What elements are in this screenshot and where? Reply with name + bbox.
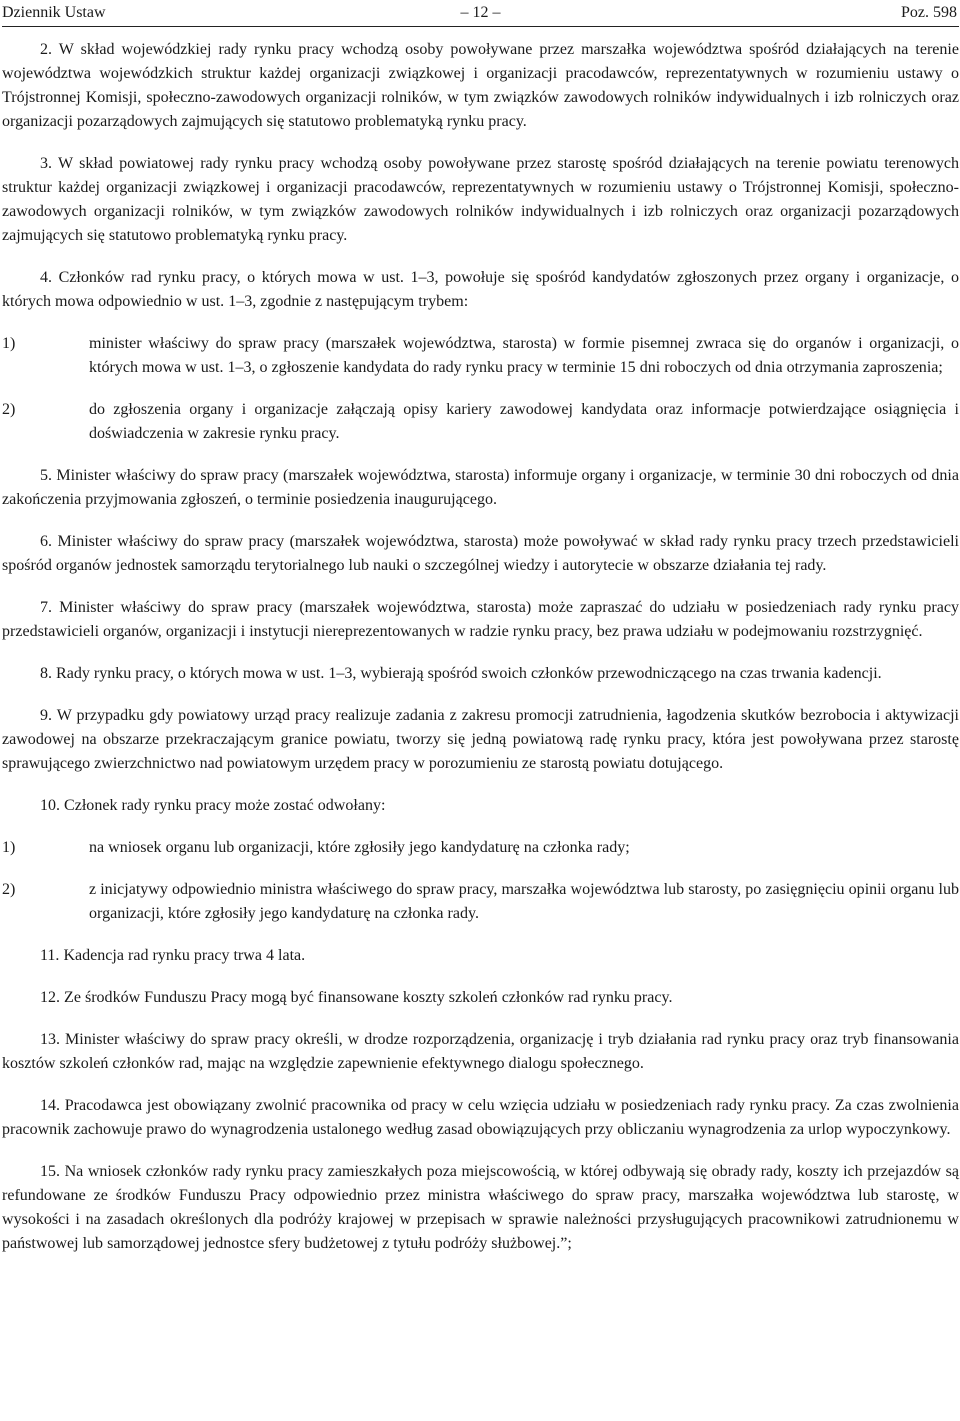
list-text: minister właściwy do spraw pracy (marszałek województwa, starosta) w formie pisemnej zwraca się do organów i organizacji, o których mowa w ust. 1–3, o zgłoszenie kandydata do rady rynku pracy w terminie 15 dni roboczych od dnia otrzymania zaproszenia; [89,335,959,376]
journal-title: Dziennik Ustaw [2,4,106,21]
paragraph-12: 12. Ze środków Funduszu Pracy mogą być finansowane koszty szkoleń członków rad rynku pracy. [40,989,673,1006]
list-number: 2) [2,881,16,898]
paragraph-9: 9. W przypadku gdy powiatowy urząd pracy realizuje zadania z zakresu promocji zatrudnienia, łagodzenia skutków bezrobocia i aktywizacji zawodowej na obszarze przekraczającym granice powiatu, tworzy się jedną powiatową radę rynku pracy, która jest powoływana przez starostę sprawującego zwierzchnictwo nad powiatowym urzędem pracy w porozumieniu ze starostą powiatu dotującego. [2,707,959,772]
list-item [2,332,959,380]
paragraph-15: 15. Na wniosek członków rady rynku pracy zamieszkałych poza miejscowością, w której odbywają się obrady rady, koszty ich przejazdów są refundowane ze środków Funduszu Pracy odpowiednio przez ministra właściwego do spraw pracy, marszałka województwa lub starostę, w wysokości i na zasadach określonych dla podróży krajowej w przepisach w sprawie należności przysługujących pracownikowi zatrudnionemu w państwowej lub samorządowej jednostce sfery budżetowej z tytułu podróży służbowej.”; [2,1163,959,1252]
page-header [2,0,959,27]
list-item [2,398,959,446]
position-number: Poz. 598 [901,4,957,21]
paragraph-5: 5. Minister właściwy do spraw pracy (marszałek województwa, starosta) informuje organy i organizacje, w terminie 30 dni roboczych od dnia zakończenia przyjmowania zgłoszeń, o terminie posiedzenia inaugurującego. [2,467,959,508]
page-number: – 12 – [460,4,501,21]
paragraph-11: 11. Kadencja rad rynku pracy trwa 4 lata. [40,947,306,964]
paragraph-3: 3. W skład powiatowej rady rynku pracy wchodzą osoby powoływane przez starostę spośród działających na terenie powiatu terenowych struktur każdej organizacji związkowej i organizacji pracodawców, reprezentatywnych w rozumieniu ustawy o Trójstronnej Komisji, społeczno-zawodowych organizacji rolników, w tym związków zawodowych rolników indywidualnych i izb rolniczych oraz organizacji pozarządowych zajmujących się statutowo problematyką rynku pracy. [2,155,959,244]
list-text: na wniosek organu lub organizacji, które zgłosiły jego kandydaturę na członka rady; [89,839,630,856]
list-item [2,878,959,926]
list-number: 2) [2,401,16,418]
paragraph-2: 2. W skład wojewódzkiej rady rynku pracy wchodzą osoby powoływane przez marszałka województwa spośród działających na terenie województwa wojewódzkich struktur każdej organizacji związkowej i organizacji pracodawców, reprezentatywnych w rozumieniu ustawy o Trójstronnej Komisji, społeczno-zawodowych organizacji rolników, w tym związków zawodowych rolników indywidualnych i izb rolniczych oraz organizacji pozarządowych zajmujących się statutowo problematyką rynku pracy. [2,41,959,130]
paragraph-7: 7. Minister właściwy do spraw pracy (marszałek województwa, starosta) może zapraszać do udziału w posiedzeniach rady rynku pracy przedstawicieli organów, organizacji i instytucji niereprezentowanych w radzie rynku pracy, bez prawa udziału w podejmowaniu rozstrzygnięć. [2,599,959,640]
paragraph-14: 14. Pracodawca jest obowiązany zwolnić pracownika od pracy w celu wzięcia udziału w posiedzeniach rady rynku pracy. Za czas zwolnienia pracownik zachowuje prawo do wynagrodzenia ustalonego według zasad obowiązujących przy obliczaniu wynagrodzenia za urlop wypoczynkowy. [2,1097,959,1138]
list-number: 1) [2,839,16,856]
paragraph-8: 8. Rady rynku pracy, o których mowa w ust. 1–3, wybierają spośród swoich członków przewodniczącego na czas trwania kadencji. [40,665,882,682]
list-text: z inicjatywy odpowiednio ministra właściwego do spraw pracy, marszałka województwa lub starosty, po zasięgnięciu opinii organu lub organizacji, które zgłosiły jego kandydaturę na członka rady. [89,881,959,922]
list-item [2,836,959,860]
paragraph-4: 4. Członków rad rynku pracy, o których mowa w ust. 1–3, powołuje się spośród kandydatów zgłoszonych przez organy i organizacje, o których mowa odpowiednio w ust. 1–3, zgodnie z następującym trybem: [2,269,959,310]
list-number: 1) [2,335,16,352]
paragraph-6: 6. Minister właściwy do spraw pracy (marszałek województwa, starosta) może powoływać w skład rady rynku pracy trzech przedstawicieli spośród organów jednostek samorządu terytorialnego lub nauki o szczególnej wiedzy i autorytecie w obszarze działania tej rady. [2,533,959,574]
paragraph-13: 13. Minister właściwy do spraw pracy określi, w drodze rozporządzenia, organizację i tryb działania rad rynku pracy oraz tryb finansowania kosztów szkoleń członków rad, mając na względzie zapewnienie efektywnego dialogu społecznego. [2,1031,959,1072]
paragraph-10: 10. Członek rady rynku pracy może zostać odwołany: [40,797,386,814]
document-body [2,27,959,1256]
list-text: do zgłoszenia organy i organizacje załączają opisy kariery zawodowej kandydata oraz informacje potwierdzające osiągnięcia i doświadczenia w zakresie rynku pracy. [89,401,959,442]
